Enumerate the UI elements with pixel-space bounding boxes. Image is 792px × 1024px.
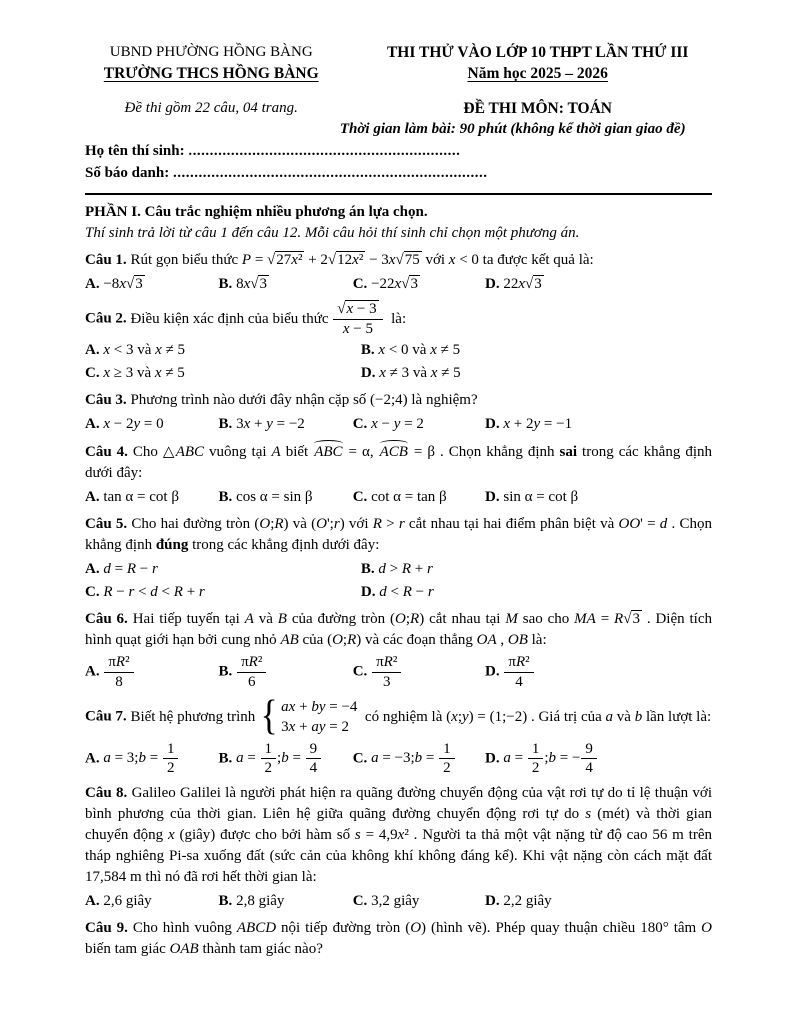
header-right-block [337, 42, 712, 140]
question-2-option-d: D. x ≠ 3 và x ≠ 5 [360, 365, 461, 382]
question-6-options [85, 654, 712, 691]
question-1-options [85, 274, 712, 295]
candidate-name-dotted-line: ................................................................ [188, 142, 461, 159]
question-7-option-a: A. a = 3;b = $\frac{1}{2}$ [85, 741, 219, 778]
question-1-number: Câu 1. [85, 251, 127, 268]
candidate-number-dotted-line: .......................................................................... [172, 164, 488, 181]
question-5-body: Cho hai đường tròn (O;R) và (O';r) với R > r cắt nhau tại hai điểm phân biệt và OO' = d . Chọn khẳng định đúng trong các khẳng định dưới đây: [85, 516, 712, 554]
question-8 [85, 783, 712, 912]
question-3-option-b: B. 3x + y = −2 [218, 416, 305, 433]
question-3-number: Câu 3. [85, 392, 127, 409]
question-5-options [85, 559, 712, 603]
question-4 [85, 441, 712, 508]
question-2-option-c: C. x ≥ 3 và x ≠ 5 [85, 365, 185, 382]
question-2-options [85, 340, 712, 384]
question-4-body: Cho △ABC vuông tại A biết ABC = α, ACB = β . Chọn khẳng định sai trong các khẳng định dưới đây: [85, 444, 712, 481]
question-8-body: Galileo Galilei là người phát hiện ra quãng đường chuyển động của vật rơi tự do tỉ lệ thuận với bình phương của thời gian. Liên hệ giữa quãng đường chuyển động rơi tự do s (mét) và thời gian chuyển động x (giây) được cho bởi hàm số s = 4,9x² . Người ta thả một vật nặng từ độ cao 56 m trên tháp nghiêng Pi-sa xuống đất (sức cản của không khí không đáng kể). Khi vật nặng còn cách mặt đất 17,584 m thì nó đã rơi hết thời gian là: [85, 785, 713, 886]
question-2-number: Câu 2. [85, 310, 127, 327]
question-4-option-d: D. sin α = cot β [485, 489, 579, 506]
question-6-number: Câu 6. [85, 611, 128, 628]
question-4-option-a: A. tan α = cot β [85, 489, 179, 506]
question-6-option-a: A. $\frac{\text{πR²}}{8}$ [85, 654, 219, 691]
question-7 [85, 693, 712, 777]
question-4-text [85, 441, 712, 484]
question-4-number: Câu 4. [85, 444, 128, 461]
question-3 [85, 390, 712, 435]
candidate-name-label: Họ tên thí sinh: [85, 142, 185, 159]
question-3-options [85, 414, 712, 435]
question-1-body: Rút gọn biểu thức P = √27x² + 2√12x² − 3x√75 với x < 0 ta được kết quả là: [130, 251, 594, 268]
document-header [85, 42, 712, 140]
question-6 [85, 609, 712, 691]
question-2-text [85, 301, 712, 338]
question-1-option-c: C. −22x√3 [352, 275, 418, 292]
question-9 [85, 918, 712, 960]
header-left-block [85, 42, 337, 140]
subject-title: ĐỀ THI MÔN: TOÁN [463, 99, 612, 117]
question-7-number: Câu 7. [85, 708, 127, 725]
school-name: TRƯỜNG THCS HỒNG BÀNG [103, 64, 319, 82]
candidate-number-line [85, 163, 712, 184]
question-7-text [85, 693, 712, 740]
question-3-option-c: C. x − y = 2 [352, 416, 424, 433]
question-4-options [85, 487, 712, 508]
time-limit: Thời gian làm bài: 90 phút (không kể thời gian giao đề) [339, 121, 686, 138]
question-1-option-b: B. 8x√3 [218, 275, 267, 292]
question-9-number: Câu 9. [85, 920, 128, 937]
question-1-text [85, 250, 712, 271]
question-7-option-c: C. a = −3;b = $\frac{1}{2}$ [353, 741, 485, 778]
question-8-option-a: A. 2,6 giây [85, 893, 152, 910]
question-8-option-d: D. 2,2 giây [485, 893, 552, 910]
org-name: UBND PHƯỜNG HỒNG BÀNG [109, 44, 313, 60]
question-5-option-a: A. d = R − r [85, 561, 158, 578]
question-5-option-d: D. d < R − r [360, 584, 434, 601]
question-2-option-b: B. x < 0 và x ≠ 5 [360, 342, 461, 359]
question-1-option-a: A. −8x√3 [85, 275, 143, 292]
question-2-body: Điều kiện xác định của biểu thức $\frac{√x - 3}{x - 5}$ là: [130, 300, 407, 337]
question-5-text [85, 514, 712, 556]
question-3-option-a: A. x − 2y = 0 [85, 416, 164, 433]
question-7-body: Biết hệ phương trình { ax + by = −4 3x + ay = 2 có nghiệm là (x;y) = (1;−2) . Giá trị của a và b lần lượt là: [130, 693, 712, 740]
question-8-text [85, 783, 712, 888]
part1-instruction: Thí sinh trả lời từ câu 1 đến câu 12. Mỗi câu hỏi thí sinh chỉ chọn một phương án. [85, 224, 580, 241]
question-8-option-b: B. 2,8 giây [218, 893, 285, 910]
question-8-number: Câu 8. [85, 785, 128, 802]
exam-title: THI THỬ VÀO LỚP 10 THPT LẦN THỨ III [386, 44, 689, 61]
exam-pages-note: Đề thi gồm 22 câu, 04 trang. [124, 100, 298, 117]
question-5 [85, 514, 712, 603]
candidate-name-line [85, 141, 712, 162]
question-6-text [85, 609, 712, 651]
question-4-option-b: B. cos α = sin β [218, 489, 313, 506]
question-6-option-c: C. $\frac{\text{πR²}}{3}$ [353, 654, 485, 691]
question-3-option-d: D. x + 2y = −1 [485, 416, 573, 433]
question-2 [85, 301, 712, 385]
question-3-text [85, 390, 712, 411]
question-5-option-b: B. d > R + r [360, 561, 433, 578]
question-6-body: Hai tiếp tuyến tại A và B của đường tròn (O;R) cắt nhau tại M sao cho MA = R√3 . Diện tích hình quạt giới hạn bởi cung nhỏ AB của (O;R) và các đoạn thẳng OA , OB là: [85, 611, 712, 649]
question-8-option-c: C. 3,2 giây [352, 893, 420, 910]
question-4-option-c: C. cot α = tan β [352, 489, 447, 506]
question-8-options [85, 891, 712, 912]
header-divider [85, 193, 712, 195]
part1-title: PHẦN I. Câu trắc nghiệm nhiều phương án lựa chọn. [85, 203, 428, 220]
question-9-text [85, 918, 712, 960]
question-7-options [85, 741, 712, 778]
question-7-option-d: D. a = $\frac{1}{2}$ ;b = − $\frac{9}{4}$ [485, 741, 712, 778]
question-9-body: Cho hình vuông ABCD nội tiếp đường tròn (O) (hình vẽ). Phép quay thuận chiều 180° tâm O biến tam giác OAB thành tam giác nào? [85, 920, 712, 958]
candidate-number-label: Số báo danh: [85, 164, 170, 181]
question-3-body: Phương trình nào dưới đây nhận cặp số (−2;4) là nghiệm? [130, 392, 478, 409]
question-2-option-a: A. x < 3 và x ≠ 5 [85, 342, 186, 359]
question-5-option-c: C. R − r < d < R + r [85, 584, 205, 601]
school-year: Năm học 2025 – 2026 [467, 65, 608, 83]
question-1 [85, 250, 712, 295]
question-6-option-b: B. $\frac{\text{πR²}}{6}$ [219, 654, 353, 691]
question-5-number: Câu 5. [85, 516, 128, 533]
question-1-option-d: D. 22x√3 [485, 275, 542, 292]
question-7-option-b: B. a = $\frac{1}{2}$ ;b = $\frac{9}{4}$ [219, 741, 353, 778]
question-6-option-d: D. $\frac{\text{πR²}}{4}$ [485, 654, 712, 691]
